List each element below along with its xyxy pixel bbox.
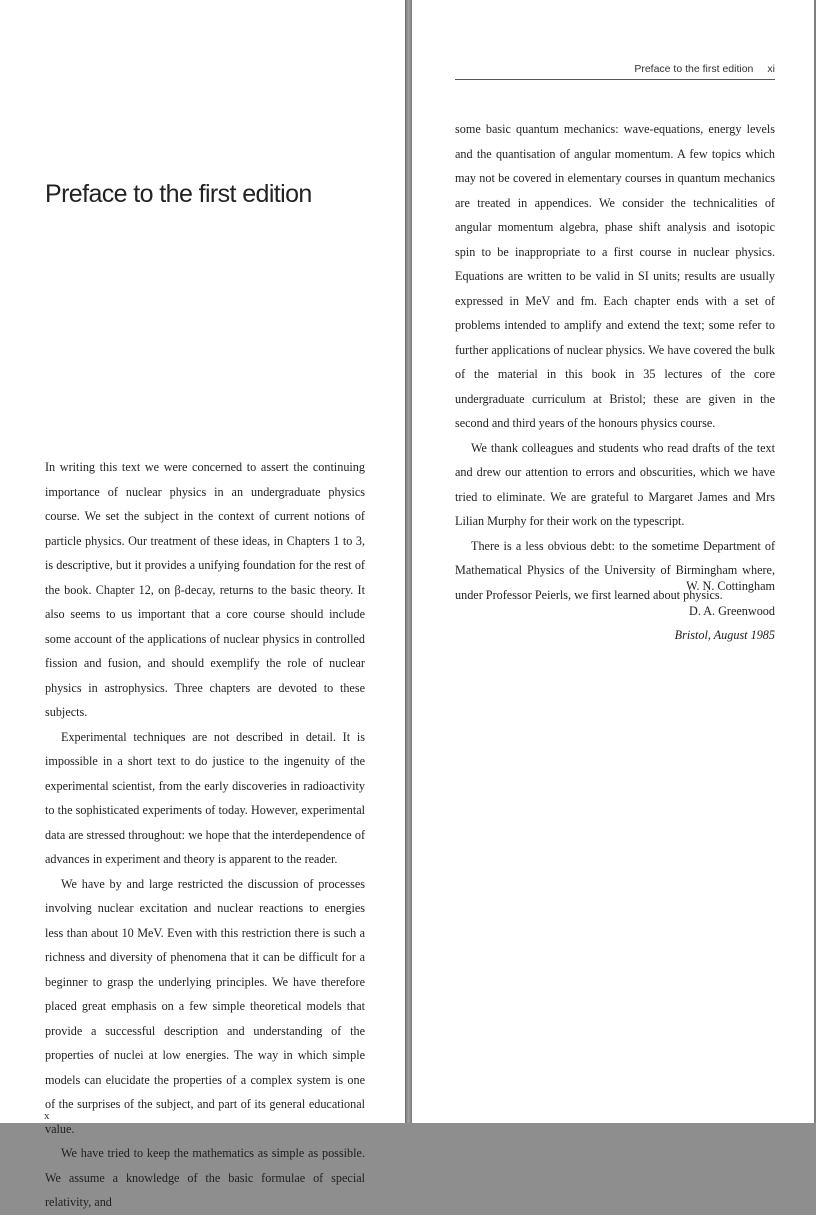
right-page-number: xi xyxy=(767,63,775,75)
right-paragraph-1: some basic quantum mechanics: wave-equations, energy levels and the quantisation of angular momentum. A few topics which may not be covered in elementary courses in quantum mechanics are treated in appendices. We consider the technicalities of angular momentum algebra, phase shift analysis and isotopic spin to be inappropriate to a first course in nuclear physics. Equations are written to be valid in SI units; results are usually expressed in MeV and fm. Each chapter ends with a set of problems intended to amplify and extend the text; some refer to further applications of nuclear physics. We have covered the bulk of the material in this book in 35 lectures of the core undergraduate curriculum at Bristol; these are given in the second and third years of the honours physics course. xyxy=(455,122,775,430)
running-head xyxy=(455,63,775,80)
author-1: W. N. Cottingham xyxy=(686,579,775,593)
left-paragraph-1: In writing this text we were concerned to assert the continuing importance of nuclear physics in an undergraduate physics course. We set the subject in the context of current notions of particle physics. Our treatment of these ideas, in Chapters 1 to 3, is descriptive, but it provides a unifying foundation for the rest of the book. Chapter 12, on β-decay, returns to the basic theory. It also seems to us important that a core course should include some account of the applications of nuclear physics in controlled fission and fusion, and should exemplify the role of nuclear physics in astrophysics. Three chapters are devoted to these subjects. xyxy=(45,460,365,719)
right-page-body xyxy=(455,117,775,607)
right-paragraph-2: We thank colleagues and students who read drafts of the text and drew our attention to errors and obscurities, which we have tried to eliminate. We are grateful to Margaret James and Mrs Lilian Murphy for their work on the typescript. xyxy=(455,440,775,528)
chapter-title: Preface to the first edition xyxy=(45,180,312,208)
author-2: D. A. Greenwood xyxy=(689,603,775,618)
place-date: Bristol, August 1985 xyxy=(674,628,775,642)
left-page-body xyxy=(45,455,365,1215)
running-head-title: Preface to the first edition xyxy=(634,63,754,75)
page-gutter xyxy=(405,0,412,1123)
left-paragraph-3: We have by and large restricted the discussion of processes involving nuclear excitation and nuclear reactions to energies less than about 10 MeV. Even with this restriction there is such a richness and diversity of phenomena that it can be difficult for a beginner to grasp the underlying principles. We have therefore placed great emphasis on a few simple theoretical models that provide a successful description and understanding of the properties of nuclei at low energies. The way in which simple models can elucidate the properties of a complex system is one of the surprises of the subject, and part of its general educational value. xyxy=(45,876,365,1136)
left-paragraph-4: We have tried to keep the mathematics as simple as possible. We assume a knowledge of the basic formulae of special relativity, and xyxy=(45,1146,365,1209)
left-page xyxy=(0,0,405,1209)
signature-block xyxy=(455,574,775,648)
right-paragraph-3: There is a less obvious debt: to the sometime Department of Mathematical Physics of the University of Birmingham where, under Professor Peierls, we first learned about physics. xyxy=(455,538,775,602)
left-paragraph-2: Experimental techniques are not described in detail. It is impossible in a short text to do justice to the ingenuity of the experimental scientist, from the early discoveries in radioactivity to the sophisticated experiments of today. However, experimental data are stressed throughout: we hope that the interdependence of advances in experiment and theory is apparent to the reader. xyxy=(45,729,365,866)
left-page-number: x xyxy=(44,1110,50,1122)
